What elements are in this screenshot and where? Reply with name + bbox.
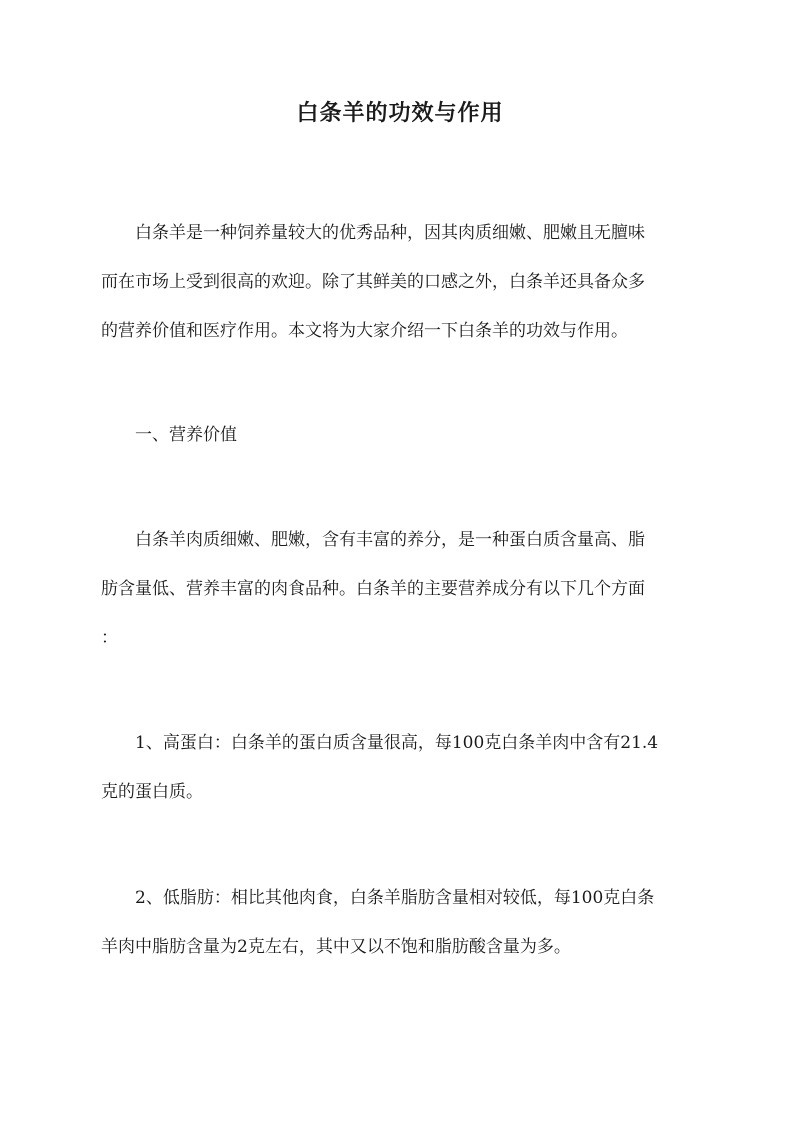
section-heading-text: 一、营养价值 [135, 425, 237, 445]
paragraph-line: ： [101, 628, 118, 648]
list-item-fat [101, 874, 699, 972]
paragraph-line: 克的蛋白质。 [101, 782, 203, 802]
section-heading [101, 411, 699, 460]
nutrition-paragraph [101, 516, 699, 663]
paragraph-line: 肪含量低、营养丰富的肉食品种。白条羊的主要营养成分有以下几个方面 [101, 579, 645, 599]
paragraph-line: 而在市场上受到很高的欢迎。除了其鲜美的口感之外，白条羊还具备众多 [101, 272, 645, 292]
paragraph-line: 羊肉中脂肪含量为2克左右，其中又以不饱和脂肪酸含量为多。 [101, 937, 571, 957]
list-item-protein [101, 719, 699, 817]
paragraph-line: 1、高蛋白：白条羊的蛋白质含量很高，每100克白条羊肉中含有21.4 [135, 733, 659, 753]
intro-paragraph [101, 209, 699, 356]
document-title: 白条羊的功效与作用 [296, 100, 504, 126]
paragraph-line: 白条羊肉质细嫩、肥嫩，含有丰富的养分，是一种蛋白质含量高、脂 [135, 530, 645, 550]
paragraph-line: 2、低脂肪：相比其他肉食，白条羊脂肪含量相对较低，每100克白条 [135, 888, 655, 908]
paragraph-line: 白条羊是一种饲养量较大的优秀品种，因其肉质细嫩、肥嫩且无膻味 [135, 223, 645, 243]
paragraph-line: 的营养价值和医疗作用。本文将为大家介绍一下白条羊的功效与作用。 [101, 321, 628, 341]
